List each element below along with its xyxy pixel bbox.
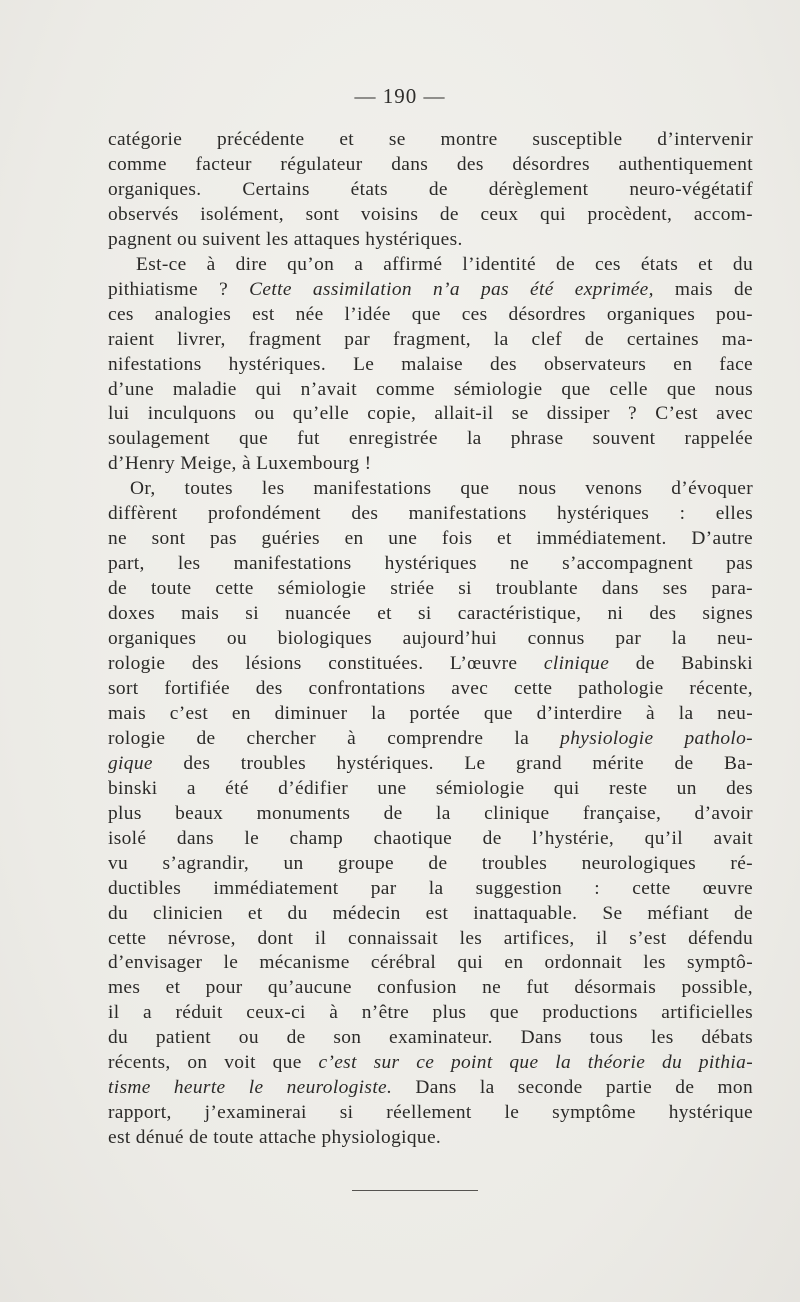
text-line: [108, 927, 753, 952]
text-segment: Or, toutes les manifestations que nous venons d’évoquer: [130, 478, 753, 500]
italic-text-segment: clinique: [543, 653, 610, 675]
text-line: [108, 228, 753, 253]
text-segment: il a réduit ceux-ci à n’être plus que productions artificielles: [108, 1002, 753, 1024]
text-segment: rologie des lésions constituées. L’œuvre: [108, 653, 544, 675]
text-line: [108, 752, 753, 777]
text-segment: nifestations hystériques. Le malaise des observateurs en face: [108, 353, 753, 375]
text-line: [108, 253, 753, 278]
text-line: [108, 902, 753, 927]
text-segment: sort fortifiée des confrontations avec cette pathologie récente,: [108, 677, 753, 699]
text-segment: soulagement que fut enregistrée la phrase souvent rappelée: [108, 428, 753, 450]
text-line: [108, 727, 753, 752]
text-segment: doxes mais si nuancée et si caractéristique, ni des signes: [108, 603, 753, 625]
text-line: [108, 602, 753, 627]
text-line: [108, 777, 753, 802]
text-line: [108, 1026, 753, 1051]
text-line: [108, 677, 753, 702]
text-segment: ductibles immédiatement par la suggestion : cette œuvre: [108, 877, 753, 899]
text-segment: récents, on voit que: [108, 1052, 319, 1074]
text-segment: binski a été d’édifier une sémiologie qui reste un des: [108, 777, 753, 799]
body-text: [108, 128, 753, 1151]
italic-text-segment: gique: [108, 752, 153, 774]
text-segment: mes et pour qu’aucune confusion ne fut désormais possible,: [108, 977, 753, 999]
text-line: [108, 1076, 753, 1101]
text-segment: de Babinski: [609, 653, 753, 675]
text-segment: lui inculquons ou qu’elle copie, allait-il se dissiper ? C’est avec: [108, 403, 753, 425]
text-segment: du patient ou de son examinateur. Dans tous les débats: [108, 1027, 753, 1049]
text-segment: diffèrent profondément des manifestations hystériques : elles: [108, 503, 753, 525]
page-number: — 190 —: [354, 84, 446, 108]
text-segment: est dénué de toute attache physiologique.: [108, 1127, 442, 1149]
text-line: [108, 1001, 753, 1026]
text-line: [108, 427, 753, 452]
text-line: [108, 203, 753, 228]
text-line: [108, 353, 753, 378]
closing-rule: [352, 1190, 478, 1191]
text-line: [108, 702, 753, 727]
text-line: [108, 852, 753, 877]
text-segment: Est-ce à dire qu’on a affirmé l’identité de ces états et du: [136, 253, 753, 275]
text-segment: Dans la seconde partie de mon: [392, 1077, 753, 1099]
text-line: [108, 527, 753, 552]
text-line: [108, 951, 753, 976]
italic-text-segment: physiologie patholo-: [560, 727, 753, 749]
text-line: [108, 303, 753, 328]
text-segment: observés isolément, sont voisins de ceux qui procèdent, accom-: [108, 203, 753, 225]
text-segment: isolé dans le champ chaotique de l’hystérie, qu’il avait: [108, 827, 753, 849]
text-line: [108, 128, 753, 153]
text-segment: de toute cette sémiologie striée si troublante dans ses para-: [108, 578, 753, 600]
text-segment: part, les manifestations hystériques ne s’accompagnent pas: [108, 553, 753, 575]
text-segment: mais de: [653, 278, 754, 300]
text-line: [108, 378, 753, 403]
text-line: [108, 1051, 753, 1076]
text-segment: comme facteur régulateur dans des désordres authentiquement: [108, 153, 753, 175]
text-line: [108, 402, 753, 427]
italic-text-segment: Cette assimilation n’a pas été exprimée,: [249, 278, 654, 300]
text-line: [108, 328, 753, 353]
text-segment: pithiatisme ?: [108, 278, 250, 300]
text-line: [108, 477, 753, 502]
text-line: [108, 178, 753, 203]
text-segment: rologie de chercher à comprendre la: [108, 727, 561, 749]
text-segment: d’envisager le mécanisme cérébral qui en ordonnait les symptô-: [108, 952, 753, 974]
text-segment: pagnent ou suivent les attaques hystériques.: [108, 228, 463, 250]
italic-text-segment: c’est sur ce point que la théorie du pithia-: [318, 1052, 754, 1074]
text-line: [108, 1126, 753, 1151]
text-line: [108, 1101, 753, 1126]
text-line: [108, 827, 753, 852]
text-segment: plus beaux monuments de la clinique française, d’avoir: [108, 802, 753, 824]
text-segment: mais c’est en diminuer la portée que d’interdire à la neu-: [108, 702, 753, 724]
text-line: [108, 577, 753, 602]
text-segment: catégorie précédente et se montre susceptible d’intervenir: [108, 129, 753, 150]
text-line: [108, 452, 753, 477]
text-line: [108, 877, 753, 902]
text-segment: ces analogies est née l’idée que ces désordres organiques pou-: [108, 303, 753, 325]
text-segment: cette névrose, dont il connaissait les artifices, il s’est défendu: [108, 927, 753, 949]
text-segment: du clinicien et du médecin est inattaquable. Se méfiant de: [108, 902, 753, 924]
text-segment: raient livrer, fragment par fragment, la clef de certaines ma-: [108, 328, 753, 350]
italic-text-segment: tisme heurte le neurologiste.: [108, 1077, 393, 1099]
text-line: [108, 802, 753, 827]
text-line: [108, 627, 753, 652]
text-line: [108, 552, 753, 577]
text-line: [108, 153, 753, 178]
text-segment: ne sont pas guéries en une fois et immédiatement. D’autre: [108, 528, 753, 550]
text-line: [108, 652, 753, 677]
text-segment: d’Henry Meige, à Luxembourg !: [108, 453, 372, 475]
text-segment: organiques. Certains états de dérèglement neuro-végétatif: [108, 178, 753, 200]
text-segment: des troubles hystériques. Le grand mérite de Ba-: [152, 752, 753, 774]
text-segment: vu s’agrandir, un groupe de troubles neurologiques ré-: [108, 852, 753, 874]
text-line: [108, 502, 753, 527]
text-segment: d’une maladie qui n’avait comme sémiologie que celle que nous: [108, 378, 753, 400]
text-segment: organiques ou biologiques aujourd’hui connus par la neu-: [108, 628, 753, 650]
text-line: [108, 278, 753, 303]
text-line: [108, 976, 753, 1001]
text-segment: rapport, j’examinerai si réellement le symptôme hystérique: [108, 1102, 753, 1124]
